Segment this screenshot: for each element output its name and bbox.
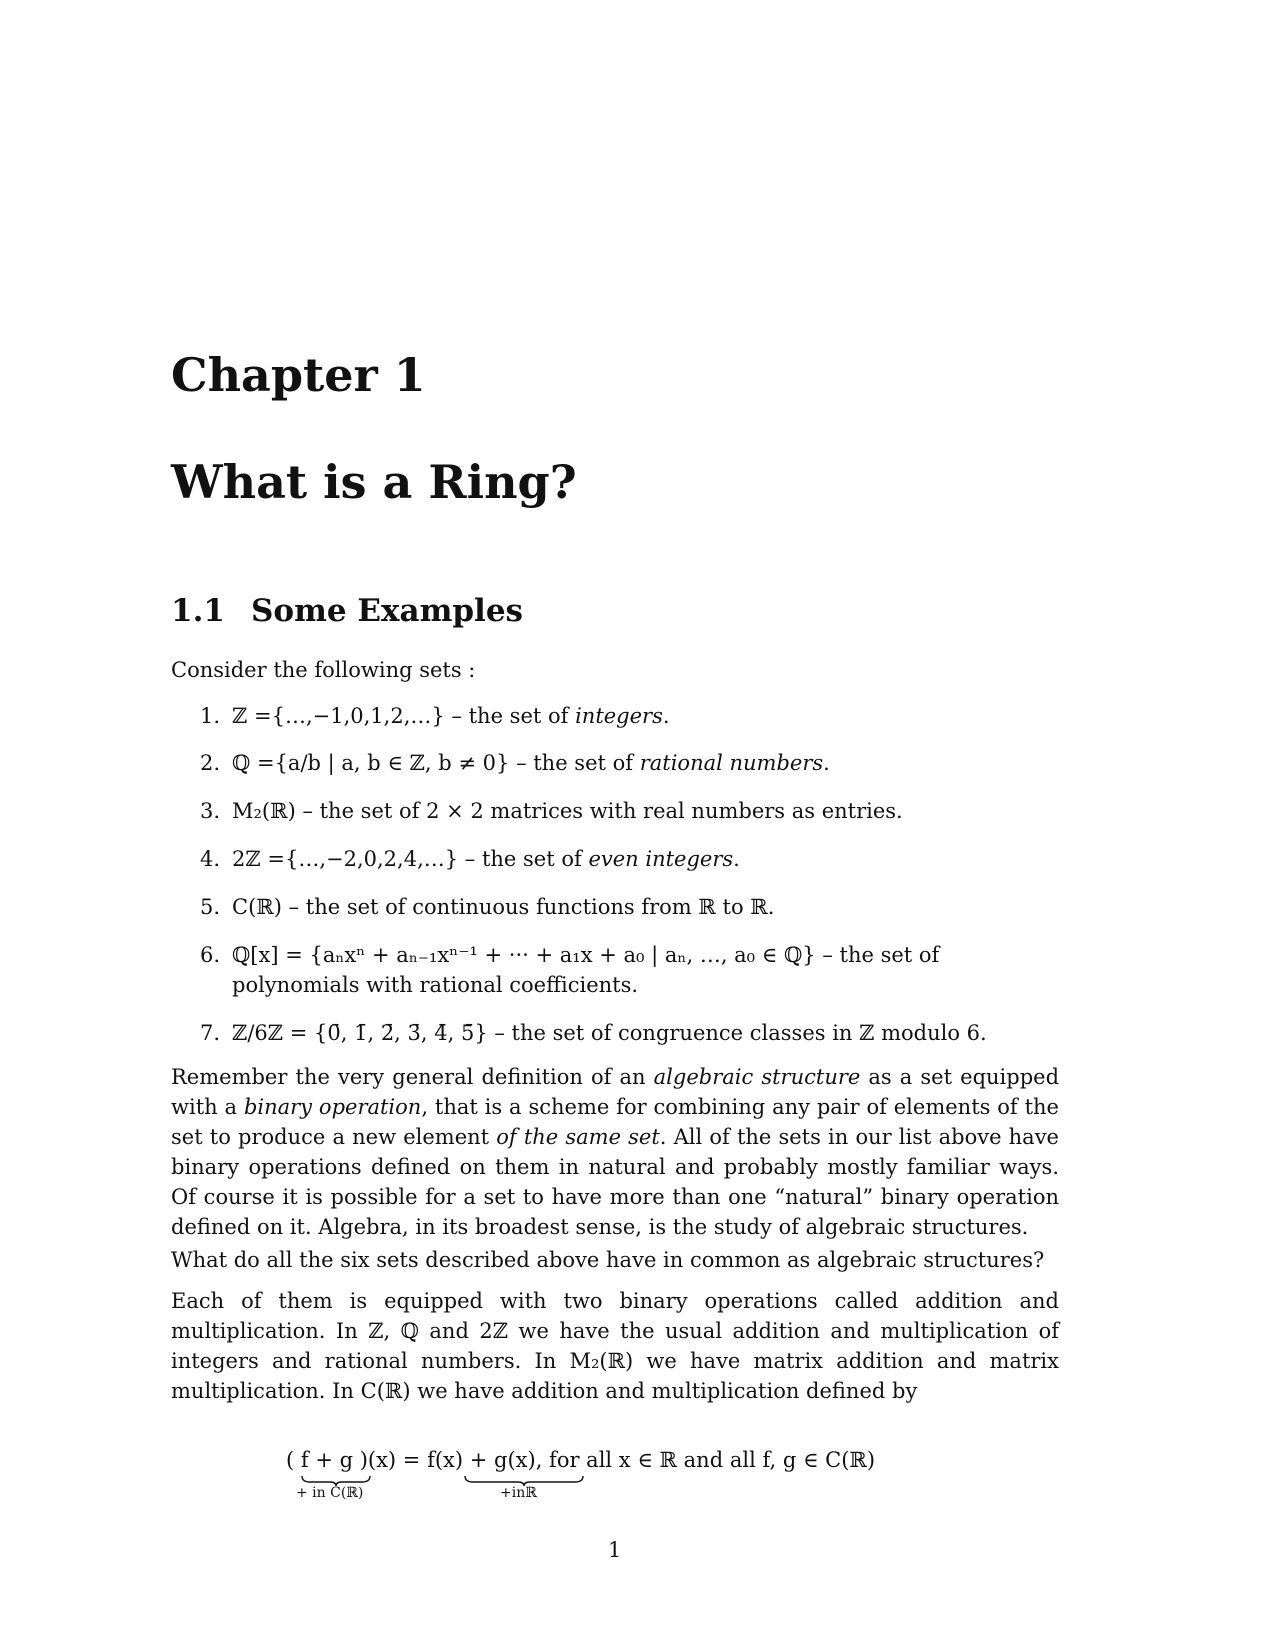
display-equation: ( f + g )(x) = f(x) + g(x), for all x ∈ ℝ and all f, g ∈ C(ℝ) [286, 1448, 876, 1472]
section-title: Some Examples [251, 593, 524, 629]
paragraph-operations: Each of them is equipped with two binary operations called addition and multiplication. In ℤ, ℚ and 2ℤ we have the usual addition and multiplication of integers and rational numbers. In M₂(ℝ) we have matrix addition and matrix multiplication. In C(ℝ) we have addition and multiplication defined by [171, 1289, 1059, 1403]
chapter-label: Chapter 1 [171, 348, 426, 402]
list-item: 5. C(ℝ) – the set of continuous functions from ℝ to ℝ. [200, 895, 775, 919]
section-number: 1.1 [171, 593, 225, 629]
intro-text: Consider the following sets : [171, 658, 476, 682]
underbrace-label-2: +inℝ [500, 1485, 537, 1501]
paragraph-algebraic-structure: Remember the very general definition of an algebraic structure as a set equipped with a binary operation, that is a scheme for combining any pair of elements of the set to produce a new element of the same set. All of the sets in our list above have binary operations defined on them in natural and probably mostly familiar ways. Of course it is possible for a set to have more than one “natural” binary operation defined on it. Algebra, in its broadest sense, is the study of algebraic structures. [171, 1065, 1060, 1239]
list-item: 2. ℚ ={a/b | a, b ∈ ℤ, b ≠ 0} – the set of rational numbers. [200, 751, 830, 775]
paragraph-question: What do all the six sets described above have in common as algebraic structures? [171, 1248, 1045, 1272]
underbrace-label-1: + in C(ℝ) [296, 1485, 364, 1501]
list-item: 3. M₂(ℝ) – the set of 2 × 2 matrices with real numbers as entries. [200, 799, 903, 823]
list-item: 1. ℤ ={…,−1,0,1,2,…} – the set of integers. [200, 704, 670, 728]
list-item: 6. ℚ[x] = {aₙxⁿ + aₙ₋₁xⁿ⁻¹ + ··· + a₁x + a₀ | aₙ, …, a₀ ∈ ℚ} – the set of polynomials with rational coefficients. [200, 943, 940, 997]
list-item: 4. 2ℤ ={…,−2,0,2,4,…} – the set of even integers. [200, 847, 740, 871]
chapter-title: What is a Ring? [171, 455, 577, 509]
section-heading [171, 593, 523, 629]
page-number: 1 [608, 1538, 622, 1562]
list-item: 7. ℤ/6ℤ = {0̄, 1̄, 2̄, 3̄, 4̄, 5̄} – the set of congruence classes in ℤ modulo 6. [200, 1021, 987, 1045]
